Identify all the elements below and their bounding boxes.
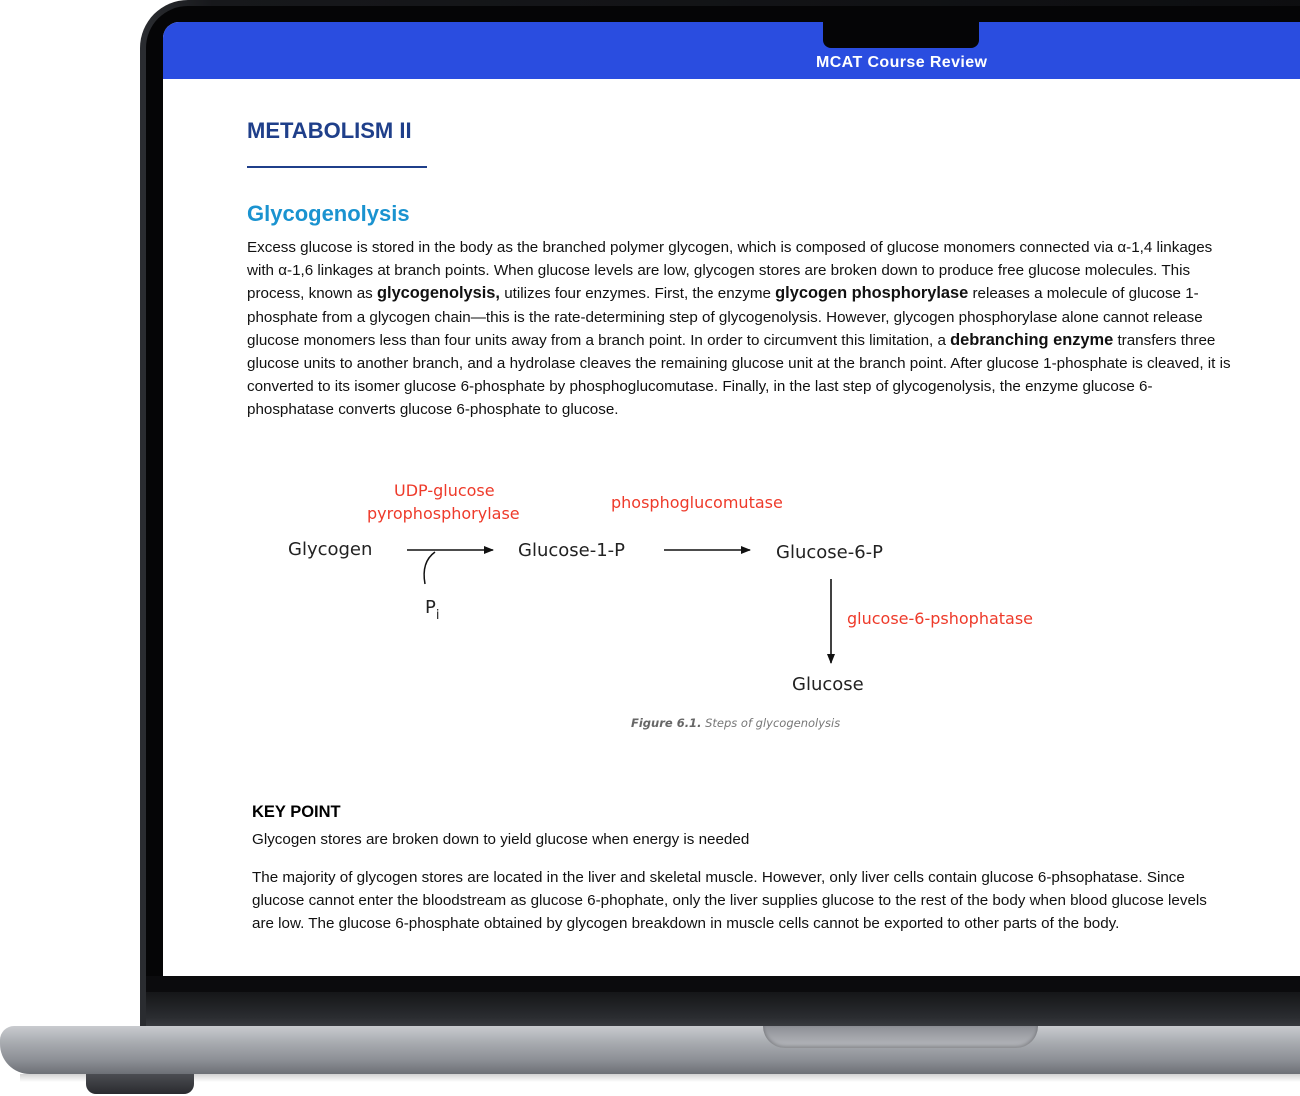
glycogenolysis-diagram bbox=[163, 22, 1300, 742]
figure-number: Figure 6.1. bbox=[631, 716, 702, 730]
laptop-hinge bbox=[146, 992, 1300, 1028]
paragraph-run: transfers three glucose units to another branch, and a hydrolase cleaves the remaining glucose unit at the branch point. After glucose 1-phosphate is cleaved, it is converted to its isomer glucose 6-phosphate by phosphoglucomutase. Finally, in the last step of glycogenolysis, the enzyme glucose 6-phosphatase converts glucose 6-phosphate to glucose. bbox=[247, 331, 1231, 419]
laptop-base bbox=[0, 1026, 1300, 1074]
node-glucose-1-p: Glucose-1-P bbox=[518, 540, 626, 561]
laptop-foot bbox=[86, 1074, 194, 1094]
node-glycogen: Glycogen bbox=[288, 539, 373, 560]
figure-caption bbox=[631, 716, 840, 730]
pi-subscript: i bbox=[435, 608, 440, 623]
laptop-chin bbox=[146, 976, 1300, 992]
inorganic-phosphate-label bbox=[425, 597, 439, 623]
paragraph-run: Excess glucose is stored in the body as the branched polymer glycogen, which is composed of glucose monomers connected via α-1,4 linkages with α-1,6 linkages at branch points. When glucose levels are low, glycogen stores are broken down to produce free glucose molecules. This process, known as bbox=[247, 239, 1213, 303]
enzyme-label-udp-2: pyrophosphorylase bbox=[367, 504, 520, 523]
paragraph-run: releases a molecule of glucose 1-phosphate from a glycogen chain—this is the rate-determining step of glycogenolysis. However, glycogen phosphorylase alone cannot release glucose monomers less than four units away from a branch point. In order to circumvent this limitation, a bbox=[247, 285, 1203, 349]
paragraph-run: utilizes four enzymes. First, the enzyme bbox=[499, 285, 776, 303]
page-title: METABOLISM II bbox=[247, 118, 412, 143]
key-point-text: Glycogen stores are broken down to yield glucose when energy is needed bbox=[252, 831, 750, 848]
enzyme-label-phosphoglucomutase: phosphoglucomutase bbox=[611, 493, 783, 512]
laptop-open-notch bbox=[763, 1026, 1038, 1048]
figure-caption-text: Steps of glycogenolysis bbox=[701, 716, 841, 730]
section-heading: Glycogenolysis bbox=[247, 201, 410, 226]
node-glucose-6-p: Glucose-6-P bbox=[776, 542, 884, 563]
laptop-shadow bbox=[20, 1074, 1300, 1082]
bold-term: glycogen phosphorylase bbox=[775, 284, 969, 303]
key-point-label: KEY POINT bbox=[252, 803, 341, 821]
pi-symbol: P bbox=[425, 597, 436, 618]
bold-term: glycogenolysis, bbox=[377, 284, 500, 303]
node-glucose: Glucose bbox=[792, 674, 864, 695]
pi-curve-arrow bbox=[424, 552, 435, 584]
laptop-screen bbox=[163, 22, 1300, 976]
enzyme-label-udp-1: UDP-glucose bbox=[394, 481, 495, 500]
body-paragraph-2: The majority of glycogen stores are located in the liver and skeletal muscle. However, only liver cells contain glucose 6-phsophatase. Since glucose cannot enter the bloodstream as glucose 6-phophate, only the liver supplies glucose to the rest of the body when blood glucose levels are low. The glucose 6-phosphate obtained by glycogen breakdown in muscle cells cannot be exported to other parts of the body. bbox=[252, 869, 1207, 933]
enzyme-label-glucose-6-phosphatase: glucose-6-pshophatase bbox=[847, 609, 1034, 628]
bold-term: debranching enzyme bbox=[950, 330, 1114, 349]
header-title: MCAT Course Review bbox=[816, 54, 988, 71]
